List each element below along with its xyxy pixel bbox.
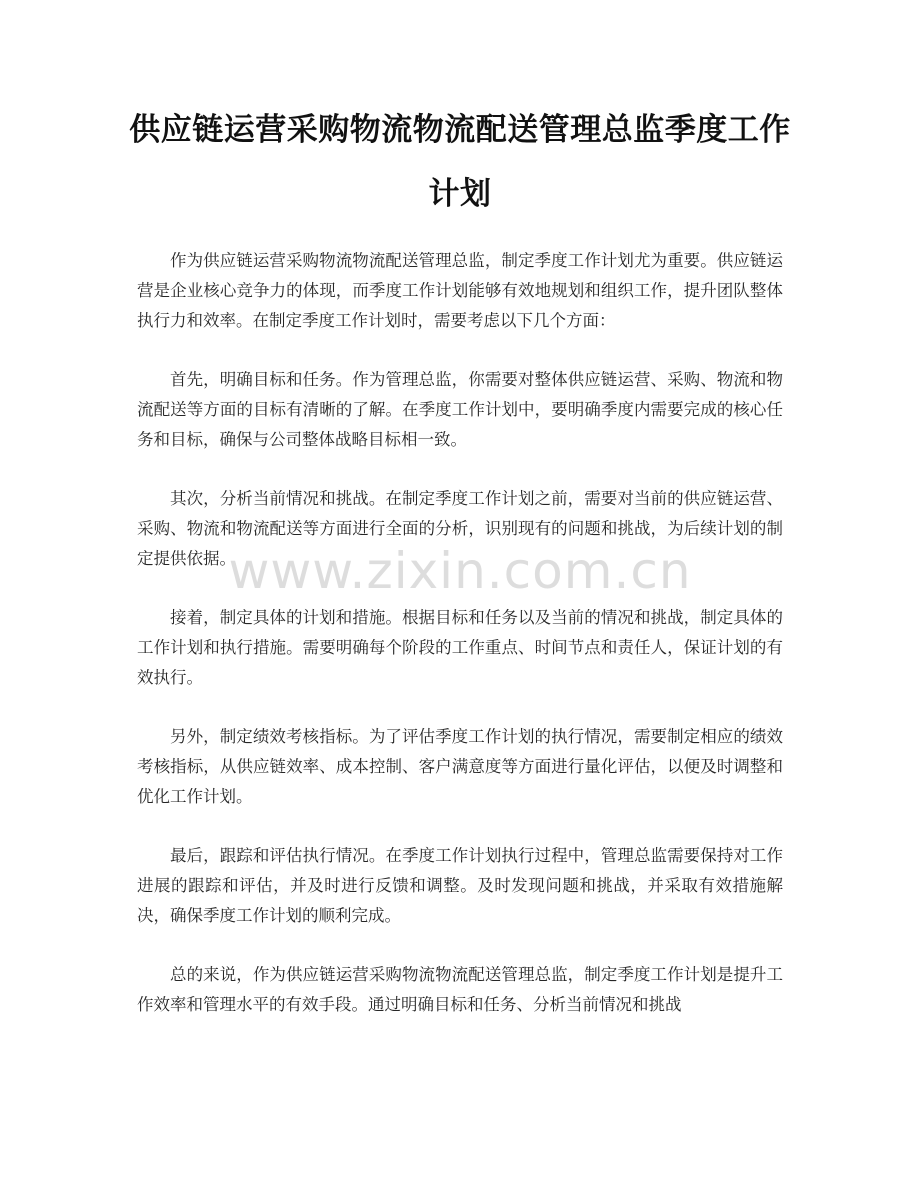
paragraph-kpi: 另外，制定绩效考核指标。为了评估季度工作计划的执行情况，需要制定相应的绩效考核指标，从供应链效率、成本控制、客户满意度等方面进行量化评估，以便及时调整和优化工作计划。 — [137, 727, 783, 806]
document-body — [137, 246, 783, 1049]
paragraph-goals: 首先，明确目标和任务。作为管理总监，你需要对整体供应链运营、采购、物流和物流配送等方面的目标有清晰的了解。在季度工作计划中，要明确季度内需要完成的核心任务和目标，确保与公司整体战略目标相一致。 — [137, 370, 783, 449]
paragraph-tracking: 最后，跟踪和评估执行情况。在季度工作计划执行过程中，管理总监需要保持对工作进展的跟踪和评估，并及时进行反馈和调整。及时发现问题和挑战，并采取有效措施解决，确保季度工作计划的顺利完成。 — [137, 846, 783, 925]
watermark-text: www.zixin.com.cn — [228, 542, 692, 600]
paragraph-summary: 总的来说，作为供应链运营采购物流物流配送管理总监，制定季度工作计划是提升工作效率和管理水平的有效手段。通过明确目标和任务、分析当前情况和挑战 — [137, 965, 783, 1014]
paragraph-analysis: 其次，分析当前情况和挑战。在制定季度工作计划之前，需要对当前的供应链运营、采购、物流和物流配送等方面进行全面的分析，识别现有的问题和挑战，为后续计划的制定提供依据。 — [137, 489, 783, 568]
paragraph-intro: 作为供应链运营采购物流物流配送管理总监，制定季度工作计划尤为重要。供应链运营是企业核心竞争力的体现，而季度工作计划能够有效地规划和组织工作，提升团队整体执行力和效率。在制定季度工作计划时，需要考虑以下几个方面： — [137, 251, 783, 330]
paragraph-planning: 接着，制定具体的计划和措施。根据目标和任务以及当前的情况和挑战，制定具体的工作计划和执行措施。需要明确每个阶段的工作重点、时间节点和责任人，保证计划的有效执行。 — [137, 608, 783, 687]
document-title: 供应链运营采购物流物流配送管理总监季度工作计划 — [129, 112, 791, 212]
